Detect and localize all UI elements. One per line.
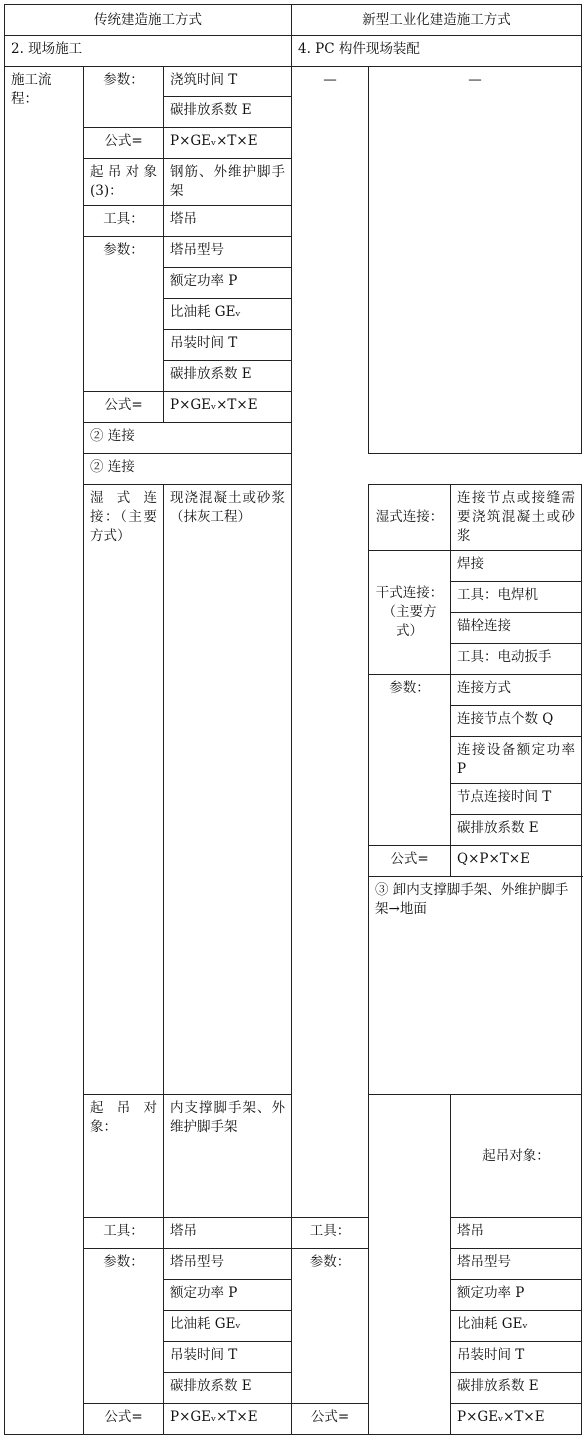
left-b3-obj-value: 内支撑脚手架、外维护脚手架 (164, 1095, 292, 1218)
left-b2-param: 比油耗 GEᵥ (164, 299, 292, 330)
left-b2-tool-label: 工具： (84, 206, 164, 237)
right-dash-2: — (369, 67, 582, 454)
left-b1-formula-label: 公式= (84, 128, 164, 159)
right-param: 连接方式 (451, 675, 582, 706)
right-b3-formula-label: 公式= (292, 1404, 369, 1435)
right-blank-column (292, 485, 369, 1218)
left-b2-obj-label: 起吊对象(3)： (84, 159, 164, 206)
right-b3-formula: P×GEᵥ×T×E (451, 1404, 582, 1435)
right-b3-param: 额定功率 P (451, 1280, 582, 1311)
right-b3-tool-label: 工具： (292, 1218, 369, 1249)
left-b1-formula: P×GEᵥ×T×E (164, 128, 292, 159)
left-b3-formula: P×GEᵥ×T×E (164, 1404, 292, 1435)
right-b3-param: 碳排放系数 E (451, 1373, 582, 1404)
right-dry-item: 焊接 (451, 551, 582, 582)
right-b3-param-label: 参数： (292, 1249, 369, 1404)
left-wet-value: 现浇混凝土或砂浆（抹灰工程） (164, 485, 292, 1095)
left-b2-param: 额定功率 P (164, 268, 292, 299)
left-b3-param-label: 参数： (84, 1249, 164, 1404)
right-dry-item: 工具：电动扳手 (451, 644, 582, 675)
left-wet-label: 湿式连接：（主要方式） (84, 485, 164, 1095)
left-b2-formula: P×GEᵥ×T×E (164, 392, 292, 423)
right-dry-item: 锚栓连接 (451, 613, 582, 644)
right-param: 连接设备额定功率 P (451, 737, 582, 784)
left-b3-param: 塔吊型号 (164, 1249, 292, 1280)
left-blank-column (5, 1095, 84, 1435)
right-formula-label: 公式= (369, 846, 451, 877)
left-b1-param-label: 参数： (84, 67, 164, 128)
left-b2-obj-value: 钢筋、外维护脚手架 (164, 159, 292, 206)
right-param: 连接节点个数 Q (451, 706, 582, 737)
section-title-left: 2. 现场施工 (5, 36, 292, 67)
left-b3-tool-label: 工具： (84, 1218, 164, 1249)
left-b2-param: 吊装时间 T (164, 330, 292, 361)
right-param: 节点连接时间 T (451, 784, 582, 815)
construction-comparison-table (4, 4, 582, 1435)
left-b2-tool-value: 塔吊 (164, 206, 292, 237)
section-title-right: 4. PC 构件现场装配 (292, 36, 582, 67)
right-connection-title: ② 连接 (84, 454, 292, 485)
right-formula: Q×P×T×E (451, 846, 582, 877)
right-b3-param: 吊装时间 T (451, 1342, 582, 1373)
right-b3-param: 塔吊型号 (451, 1249, 582, 1280)
right-b3-obj-label: 起吊对象： (451, 1095, 582, 1218)
right-dry-item: 工具：电焊机 (451, 582, 582, 613)
left-b3-param: 碳排放系数 E (164, 1373, 292, 1404)
left-b2-param: 碳排放系数 E (164, 361, 292, 392)
right-b3-tool-value: 塔吊 (451, 1218, 582, 1249)
right-param: 碳排放系数 E (451, 815, 582, 846)
right-wet-value: 连接节点或接缝需要浇筑混凝土或砂浆 (451, 485, 582, 551)
right-wet-label: 湿式连接： (369, 485, 451, 551)
left-b1-param: 碳排放系数 E (164, 97, 292, 128)
left-unload-title: ③ 卸内支撑脚手架、外维护脚手架→地面 (369, 877, 582, 1095)
left-b2-param-label: 参数： (84, 237, 164, 392)
right-param-label: 参数： (369, 675, 451, 846)
left-b3-param: 比油耗 GEᵥ (164, 1311, 292, 1342)
right-blank-column-lower (369, 1095, 451, 1435)
left-b3-tool-value: 塔吊 (164, 1218, 292, 1249)
right-b3-param: 比油耗 GEᵥ (451, 1311, 582, 1342)
header-traditional: 传统建造施工方式 (5, 5, 292, 36)
left-b2-param: 塔吊型号 (164, 237, 292, 268)
right-dash-1: — (292, 67, 369, 454)
left-b3-param: 额定功率 P (164, 1280, 292, 1311)
left-b3-param: 吊装时间 T (164, 1342, 292, 1373)
process-label: 施工流程： (5, 67, 84, 1095)
right-dry-label: 干式连接：（主要方式） (369, 551, 451, 675)
left-b1-param: 浇筑时间 T (164, 67, 292, 97)
header-industrial: 新型工业化建造施工方式 (292, 5, 582, 36)
left-b2-formula-label: 公式= (84, 392, 164, 423)
left-b3-formula-label: 公式= (84, 1404, 164, 1435)
left-b3-obj-label: 起吊对象： (84, 1095, 164, 1218)
left-connection-title: ② 连接 (84, 423, 292, 454)
